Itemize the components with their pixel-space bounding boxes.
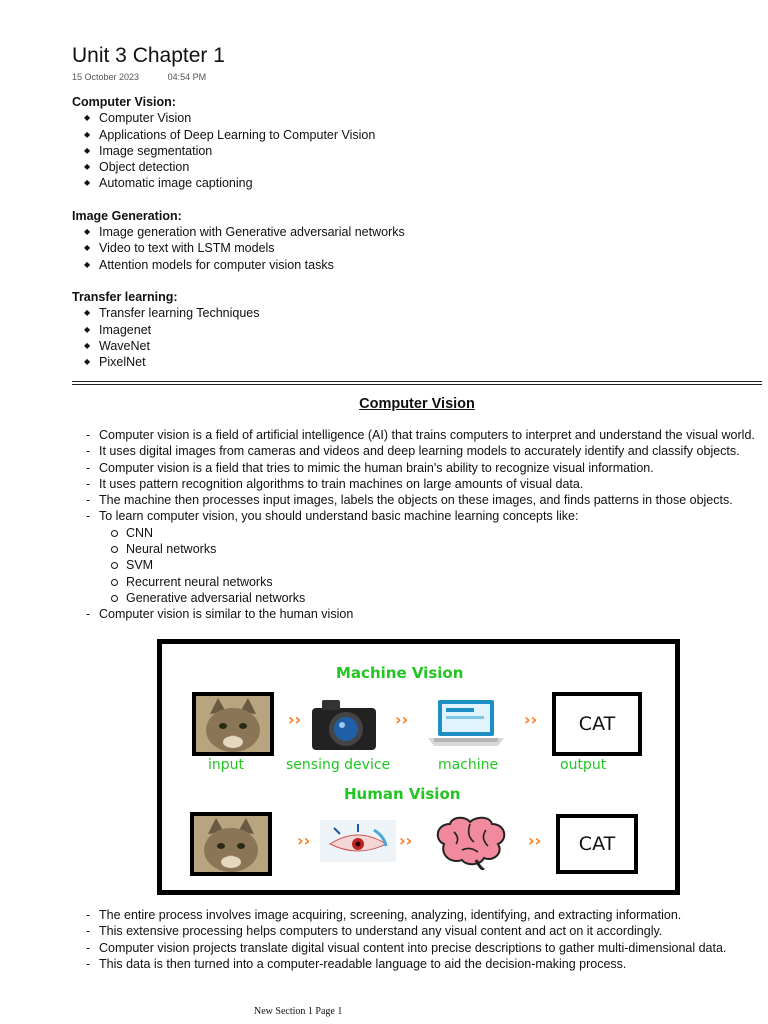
arrow-icon: ›› [528,831,542,850]
arrow-icon: ›› [395,710,409,729]
list-item: ◆ Applications of Deep Learning to Computer Vision [82,127,752,143]
page-meta [72,72,232,82]
list-item: - The machine then processes input images, labels the objects on these images, and finds patterns in those objects. [72,492,762,508]
section-title: Computer Vision [359,396,475,412]
concept-item: Recurrent neural networks [99,574,762,590]
arrow-icon: ›› [524,710,538,729]
outline-list-transfer-learning [72,305,752,370]
page-time: 04:54 PM [167,72,207,82]
machine-vision-title: Machine Vision [336,664,464,682]
arrow-icon: ›› [288,710,302,729]
list-item: ◆ Object detection [82,159,752,175]
list-item: ◆ Image segmentation [82,143,752,159]
page-title: Unit 3 Chapter 1 [72,44,225,67]
outline-heading-computer-vision: Computer Vision: [72,95,176,109]
list-item: ◆ PixelNet [82,354,752,370]
label-sensing-device: sensing device [286,757,391,773]
list-item: - Computer vision is a field that tries to mimic the human brain's ability to recognize visual information. [72,460,762,476]
section-points [72,427,762,623]
concept-item: Neural networks [99,541,762,557]
list-item: ◆ Transfer learning Techniques [82,305,752,321]
concept-item: SVM [99,557,762,573]
list-item: - Computer vision is similar to the human vision [72,606,762,622]
page-date: 15 October 2023 [72,72,140,82]
concept-item: Generative adversarial networks [99,590,762,606]
label-machine: machine [438,757,499,773]
eye-icon [320,820,396,862]
outline-list-image-generation [72,224,752,273]
cat-face-icon [194,816,268,872]
closing-points [72,907,762,972]
cat-photo-human [190,812,272,876]
list-item: - It uses digital images from cameras and videos and deep learning models to accurately identify and classify objects. [72,443,762,459]
list-item-text: To learn computer vision, you should understand basic machine learning concepts like: [99,509,579,524]
closing-section [72,907,762,972]
list-item [72,508,762,606]
brain-icon [430,814,510,870]
separator-rule [72,381,762,385]
cat-photo-input [192,692,274,756]
list-item: ◆ WaveNet [82,338,752,354]
list-item: - Computer vision is a field of artificial intelligence (AI) that trains computers to interpret and understand the visual world. [72,427,762,443]
list-item: ◆ Computer Vision [82,110,752,126]
label-input: input [208,757,245,773]
cat-output-box: CAT [552,692,642,756]
label-output: output [560,757,607,773]
arrow-icon: ›› [399,831,413,850]
list-item: - The entire process involves image acquiring, screening, analyzing, identifying, and extracting information. [72,907,762,923]
list-item: - This extensive processing helps computers to understand any visual content and act on it accordingly. [72,923,762,939]
laptop-icon [426,698,506,748]
section-body [72,427,762,623]
concept-list [99,525,762,606]
list-item: ◆ Video to text with LSTM models [82,240,752,256]
vision-diagram [157,639,680,895]
cat-human-box: CAT [556,814,638,874]
list-item: ◆ Image generation with Generative adversarial networks [82,224,752,240]
arrow-icon: ›› [297,831,311,850]
cat-face-icon [196,696,270,752]
concept-item: CNN [99,525,762,541]
page-footer: New Section 1 Page 1 [254,1006,343,1017]
outline-heading-image-generation: Image Generation: [72,208,182,223]
human-vision-title: Human Vision [344,785,461,803]
list-item: - It uses pattern recognition algorithms to train machines on large amounts of visual data. [72,476,762,492]
outline-list-computer-vision [72,110,752,191]
list-item: - Computer vision projects translate digital visual content into precise descriptions to gather multi-dimensional data. [72,940,762,956]
camera-icon [310,696,378,752]
outline-heading-transfer-learning: Transfer learning: [72,289,178,304]
list-item: - This data is then turned into a computer-readable language to aid the decision-making process. [72,956,762,972]
list-item: ◆ Imagenet [82,322,752,338]
list-item: ◆ Automatic image captioning [82,175,752,191]
outline [72,94,752,386]
list-item: ◆ Attention models for computer vision tasks [82,257,752,273]
